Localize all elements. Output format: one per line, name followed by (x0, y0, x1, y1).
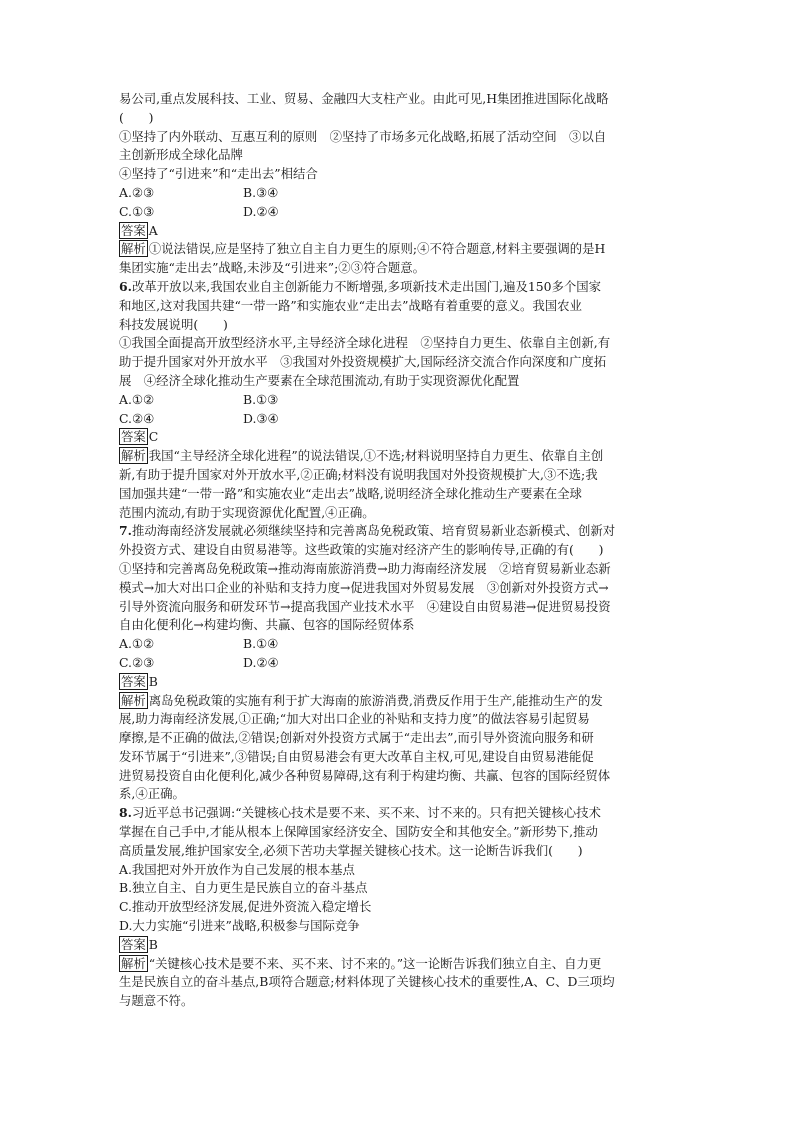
analysis-text: 离岛免税政策的实施有利于扩大海南的旅游消费,消费反作用于生产,能推动生产的发 (148, 692, 603, 708)
analysis-line: 展,助力海南经济发展,①正确;“加大对出口企业的补贴和支持力度”的做法容易引起贸易 (119, 711, 590, 727)
statement-line: 主创新形成全球化品牌 (119, 147, 243, 163)
answer-line (119, 673, 675, 692)
answer-tag: 答案 (121, 222, 146, 238)
option-b: B.③④ (243, 184, 279, 200)
answer-value: B (148, 673, 158, 689)
answer-value: A (148, 222, 158, 238)
analysis-tag: 解析 (121, 241, 146, 257)
analysis-text: ①说法错误,应是坚持了独立自主自力更生的原则;④不符合题意,材料主要强调的是H (148, 241, 606, 257)
analysis-line: 生是民族自立的奋斗基点,B项符合题意;材料体现了关键核心技术的重要性,A、C、D三项均 (119, 974, 615, 990)
analysis-line: 进贸易投资自由化便利化,减少各种贸易障碍,这有利于构建均衡、共赢、包容的国际经贸体 (119, 767, 611, 783)
options-row (119, 410, 675, 429)
option-c: C.②③ (119, 654, 155, 670)
answer-value: B (148, 936, 158, 952)
question-stem-line: 易公司,重点发展科技、工业、贸易、金融四大支柱产业。由此可见,H集团推进国际化战略 (119, 91, 609, 106)
document-page (119, 90, 675, 1011)
statement-line: ④坚持了“引进来”和“走出去”相结合 (119, 166, 318, 182)
question-6 (119, 278, 675, 522)
question-stem-text: 改革开放以来,我国农业自主创新能力不断增强,多项新技术走出国门,遍及150多个国家 (131, 278, 602, 294)
option-c: C.推动开放型经济发展,促进外资流入稳定增长 (119, 899, 372, 915)
options-row (119, 635, 675, 654)
statement-line: 助于提升国家对外开放水平 ③我国对外投资规模扩大,国际经济交流合作向深度和广度拓 (119, 354, 607, 370)
question-8 (119, 804, 675, 1011)
analysis-line: 与题意不符。 (119, 993, 194, 1009)
question-stem-text: 习近平总书记强调:“关键核心技术是要不来、买不来、讨不来的。只有把关键核心技术 (131, 805, 601, 821)
option-a: A.①② (119, 391, 155, 407)
option-b: B.①③ (243, 391, 279, 407)
analysis-text: “关键核心技术是要不来、买不来、讨不来的。”这一论断告诉我们独立自主、自力更 (148, 955, 602, 971)
option-d: D.②④ (243, 654, 279, 670)
analysis-line: 范围内流动,有助于实现资源优化配置,④正确。 (119, 504, 375, 520)
analysis-line: 发环节属于“引进来”,③错误;自由贸易港会有更大改革自主权,可见,建设自由贸易港能促 (119, 748, 594, 764)
analysis-line (119, 692, 675, 711)
answer-tag: 答案 (121, 936, 146, 952)
analysis-tag: 解析 (121, 448, 146, 464)
question-number: 8. (119, 805, 132, 821)
analysis-line: 国加强共建“一带一路”和实施农业“走出去”战略,说明经济全球化推动生产要素在全球 (119, 485, 582, 501)
answer-tag: 答案 (121, 429, 146, 445)
question-stem-line (119, 804, 675, 823)
statement-line: ①我国全面提高开放型经济水平,主导经济全球化进程 ②坚持自力更生、依靠自主创新,有 (119, 335, 611, 351)
statement-line: 自由化便利化→构建均衡、共赢、包容的国际经贸体系 (119, 617, 415, 633)
analysis-tag: 解析 (121, 955, 146, 971)
question-stem-line: 高质量发展,维护国家安全,必须下苦功夫掌握关键核心技术。这一论断告诉我们( ) (119, 842, 583, 858)
option-d: D.大力实施“引进来”战略,积极参与国际竞争 (119, 918, 360, 934)
option-a: A.我国把对外开放作为自己发展的根本基点 (119, 861, 355, 877)
option-b: B.①④ (243, 636, 279, 652)
question-stem-line (119, 522, 675, 541)
question-stem-line: 掌握在自己手中,才能从根本上保障国家经济安全、国防安全和其他安全。”新形势下,推动 (119, 824, 598, 840)
question-7 (119, 522, 675, 804)
answer-tag: 答案 (121, 673, 146, 689)
question-stem-line: 外投资方式、建设自由贸易港等。这些政策的实施对经济产生的影响传导,正确的有( ) (119, 542, 604, 558)
question-5-tail (119, 90, 675, 278)
question-number: 6. (119, 278, 132, 294)
analysis-tag: 解析 (121, 692, 146, 708)
statement-line: 模式→加大对出口企业的补贴和支持力度→促进我国对外贸易发展 ③创新对外投资方式→ (119, 579, 609, 595)
question-stem-line: ( ) (119, 109, 154, 125)
answer-value: C (148, 429, 159, 445)
analysis-line: 系,④正确。 (119, 786, 185, 802)
option-c: C.①③ (119, 203, 155, 219)
options-row (119, 391, 675, 410)
statement-line: 引导外资流向服务和研发环节→提高我国产业技术水平 ④建设自由贸易港→促进贸易投资 (119, 598, 611, 614)
question-number: 7. (119, 523, 132, 539)
question-stem-line: 科技发展说明( ) (119, 316, 228, 332)
option-a: A.②③ (119, 184, 155, 200)
analysis-line (119, 955, 675, 974)
options-row (119, 203, 675, 222)
statement-line: 展 ④经济全球化推动生产要素在全球范围流动,有助于实现资源优化配置 (119, 372, 520, 388)
analysis-line (119, 240, 675, 259)
option-a: A.①② (119, 636, 155, 652)
options-row (119, 184, 675, 203)
analysis-line (119, 447, 675, 466)
analysis-text: 我国“主导经济全球化进程”的说法错误,①不选;材料说明坚持自力更生、依靠自主创 (148, 448, 604, 464)
option-c: C.②④ (119, 410, 155, 426)
analysis-line: 摩擦,是不正确的做法,②错误;创新对外投资方式属于“走出去”,而引导外资流向服务和研 (119, 730, 594, 746)
option-b: B.独立自主、自力更生是民族自立的奋斗基点 (119, 880, 368, 896)
option-d: D.③④ (243, 410, 279, 426)
options-row (119, 654, 675, 673)
option-d: D.②④ (243, 203, 279, 219)
answer-line (119, 428, 675, 447)
answer-line (119, 936, 675, 955)
analysis-line: 集团实施“走出去”战略,未涉及“引进来”;②③符合题意。 (119, 260, 426, 276)
analysis-line: 新,有助于提升国家对外开放水平,②正确;材料没有说明我国对外投资规模扩大,③不选;我 (119, 466, 598, 482)
answer-line (119, 222, 675, 241)
question-stem-line: 和地区,这对我国共建“一带一路”和实施农业“走出去”战略有着重要的意义。我国农业 (119, 297, 582, 313)
question-stem-text: 推动海南经济发展就必须继续坚持和完善离岛免税政策、培育贸易新业态新模式、创新对 (131, 523, 616, 539)
statement-line: ①坚持了内外联动、互惠互利的原则 ②坚持了市场多元化战略,拓展了活动空间 ③以自 (119, 128, 607, 144)
question-stem-line (119, 278, 675, 297)
statement-line: ①坚持和完善离岛免税政策→推动海南旅游消费→助力海南经济发展 ②培育贸易新业态新 (119, 560, 611, 576)
